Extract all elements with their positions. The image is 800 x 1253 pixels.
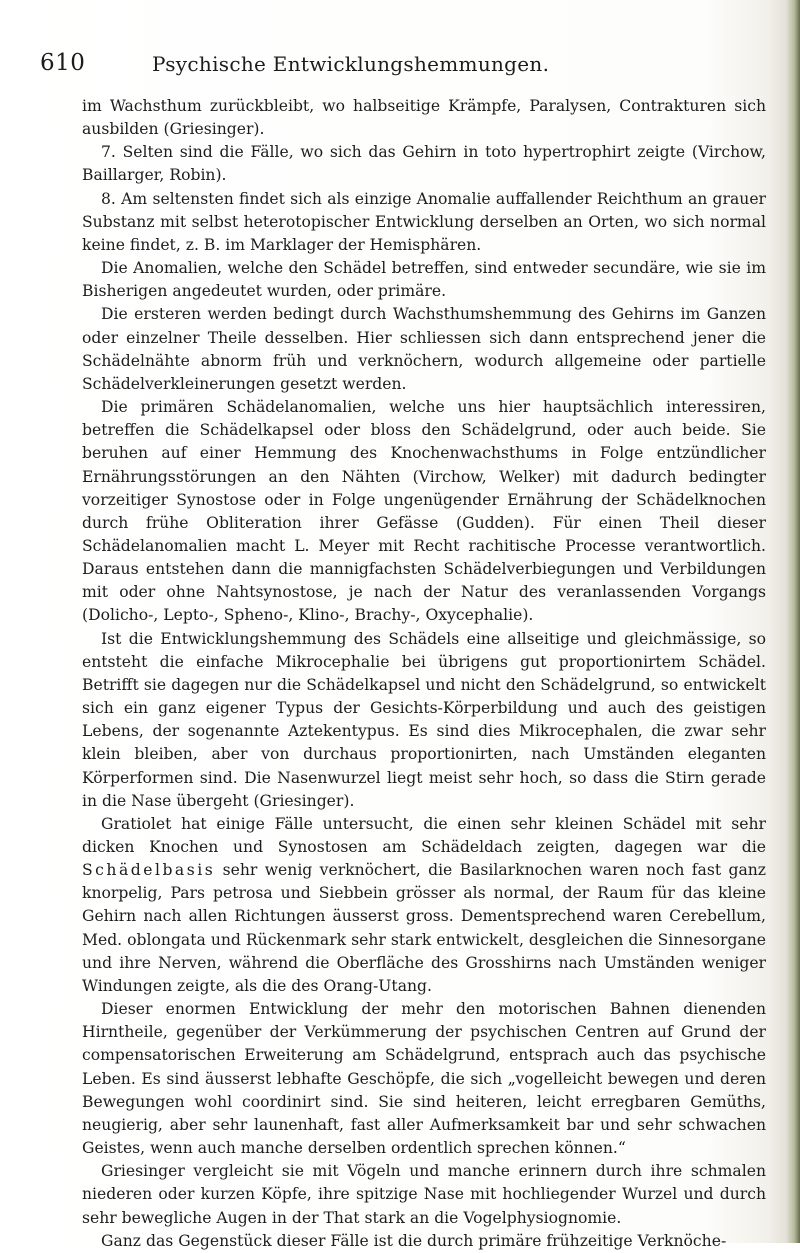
paragraph-counterpart: Ganz das Gegenstück dieser Fälle ist die durch primäre frühzeitige Verknöche- (101, 1231, 727, 1250)
spaced-emphasis: Schädelbasis (82, 861, 216, 880)
page-number: 610 (40, 50, 86, 76)
paragraph-psychic-life: Dieser enormen Entwicklung der mehr den motorischen Bahnen dienenden Hirntheile, gegenüber der Verkümmerung der psychischen Centren auf Grund der compensatorischen Erweiterung am Schädelgrund, entsprach auch das psychische Leben. Es sind äusserst lebhafte Geschöpfe, die sich „vogelleicht bewegen und deren Bewegungen wohl coordinirt sind. Sie sind heiteren, leicht erregbaren Gemüths, neugierig, aber sehr launenhaft, fast aller Aufmerksamkeit bar und sehr schwachen Geistes, wenn auch manche derselben ordentlich sprechen können.“ (82, 1000, 766, 1158)
paragraph-microcephaly: Ist die Entwicklungshemmung des Schädels eine allseitige und gleichmässige, so entsteht die einfache Mikrocephalie bei übrigens gut proportionirtem Schädel. Betrifft sie dagegen nur die Schädelkapsel und nicht den Schädelgrund, so entwickelt sich ein ganz eigener Typus der Gesichts-Körperbildung und auch des geistigen Lebens, der sogenannte Aztekentypus. Es sind dies Mikrocephalen, die zwar sehr klein bleiben, aber von durchaus proportionirten, nach Umständen eleganten Körperformen sind. Die Nasenwurzel liegt meist sehr hoch, so dass die Stirn gerade in die Nase übergeht (Griesinger). (82, 629, 766, 810)
page-header (40, 50, 760, 80)
paragraph-skull-anomalies: Die Anomalien, welche den Schädel betreffen, sind entweder secundäre, wie sie im Bisherigen angedeutet wurden, oder primäre. (82, 259, 766, 301)
paragraph-continuation: im Wachsthum zurückbleibt, wo halbseitige Krämpfe, Paralysen, Contrakturen sich ausbilden (Griesinger). (82, 97, 766, 139)
paragraph-birds: Griesinger vergleicht sie mit Vögeln und manche erinnern durch ihre schmalen niederen oder kurzen Köpfe, ihre spitzige Nase mit hochliegender Wurzel und durch sehr bewegliche Augen in der That stark an die Vogelphysiognomie. (82, 1162, 766, 1227)
page-edge-shadow (786, 0, 800, 1243)
paragraph-item-7: 7. Selten sind die Fälle, wo sich das Gehirn in toto hypertrophirt zeigte (Virchow, Baillarger, Robin). (82, 143, 766, 185)
paragraph-item-8: 8. Am seltensten findet sich als einzige Anomalie auffallender Reichthum an grauer Substanz mit selbst heterotopischer Entwicklung derselben an Orten, wo sich normal keine findet, z. B. im Marklager der Hemisphären. (82, 189, 766, 254)
body-text (82, 95, 766, 1253)
text-run: Gratiolet hat einige Fälle untersucht, die einen sehr kleinen Schädel mit sehr dicken Knochen und Synostosen am Schädeldach zeigten, dagegen war die (82, 814, 766, 856)
paragraph-secondary: Die ersteren werden bedingt durch Wachsthumshemmung des Gehirns im Ganzen oder einzelner Theile desselben. Hier schliessen sich dann entsprechend jener die Schädelnähte abnorm früh und verknöchern, wodurch allgemeine oder partielle Schädelverkleinerungen gesetzt werden. (82, 305, 766, 393)
paragraph-gratiolet (82, 813, 766, 998)
paragraph-primary: Die primären Schädelanomalien, welche uns hier hauptsächlich interessiren, betreffen die Schädelkapsel oder bloss den Schädelgrund, oder auch beide. Sie beruhen auf einer Hemmung des Knochenwachsthums in Folge entzündlicher Ernährungsstörungen an den Nähten (Virchow, Welker) mit dadurch bedingter vorzeitiger Synostose oder in Folge ungenügender Ernährung der Schädelknochen durch frühe Obliteration ihrer Gefässe (Gudden). Für einen Theil dieser Schädelanomalien macht L. Meyer mit Recht rachitische Processe verantwortlich. Daraus entstehen dann die mannigfachsten Schädelverbiegungen und Verbildungen mit oder ohne Nahtsynostose, je nach der Natur des veranlassenden Vorgangs (Dolicho-, Lepto-, Spheno-, Klino-, Brachy-, Oxycephalie). (82, 398, 766, 625)
running-head: Psychische Entwicklungshemmungen. (152, 52, 550, 76)
text-run: sehr wenig verknöchert, die Basilarknochen waren noch fast ganz knorpelig, Pars petrosa und Siebbein grösser als normal, der Raum für das kleine Gehirn nach allen Richtungen äusserst gross. Dementsprechend waren Cerebellum, Med. oblongata und Rückenmark sehr stark entwickelt, desgleichen die Sinnesorgane und ihre Nerven, während die Oberfläche des Grosshirns nach Umständen weniger Windungen zeigte, als die des Orang-Utang. (82, 861, 766, 995)
